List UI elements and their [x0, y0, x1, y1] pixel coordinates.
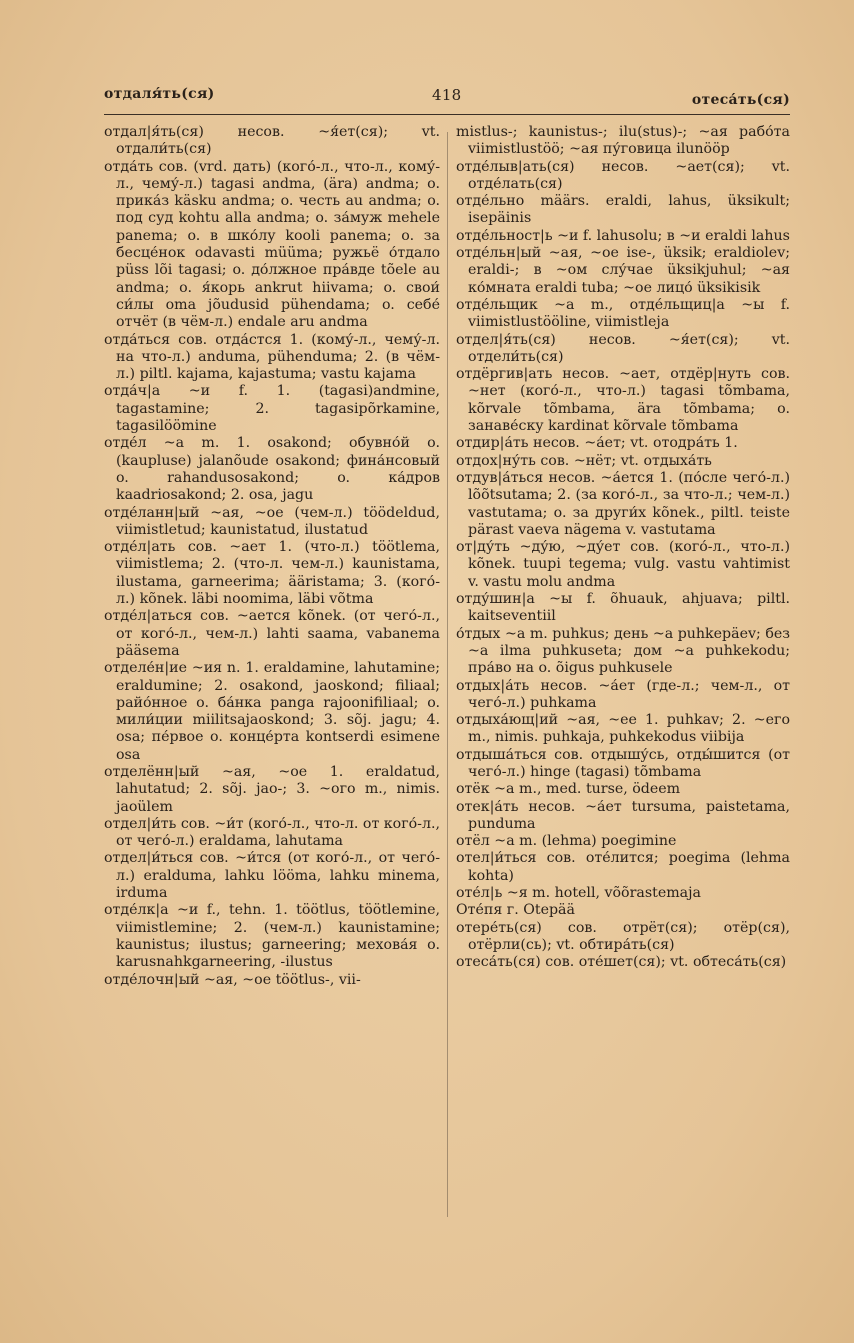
dictionary-entry: отере́ть(ся) сов. отрёт(ся); отёр(ся), отёрли(сь); vt. обтира́ть(ся) — [456, 919, 790, 953]
dictionary-entry: отде́льност|ь ~и f. lahusolu; в ~и eraldi lahus — [456, 227, 790, 244]
dictionary-entry: отде́льн|ый ~ая, ~ое ise-, üksik; eraldiolev; eraldi-; в ~ом слу́чае üksikjuhul; ~ая ко́мната eraldi tuba; ~ое лицо́ üksikisik — [456, 245, 790, 296]
left-guide-word: отдаля́ть(ся) — [104, 86, 215, 102]
dictionary-entry: о́тдых ~а m. puhkus; день ~а puhkepäev; без ~а ilma puhkuseta; дом ~а puhkekodu; пра́во на o. õigus puhkusele — [456, 625, 790, 677]
dictionary-entry: оте́л|ь ~я m. hotell, võõrastemaja — [456, 885, 701, 902]
dictionary-entry: отеса́ть(ся) сов. оте́шет(ся); vt. обтеса́ть(ся) — [456, 954, 787, 971]
header-rule — [104, 114, 790, 115]
dictionary-entry: отдых|а́ть несов. ~а́ет (где-л.; чем-л., от чего́-л.) puhkama — [456, 677, 790, 711]
dictionary-entry: отдёргив|ать несов. ~ает, отдёр|нуть сов. ~нет (кого́-л., что-л.) tagasi tõmbama, kõrvale tõmbama, ära tõmbama; o. занаве́ску kardinat kõrvale tõmbama — [456, 366, 790, 435]
dictionary-entry: отда́ть сов. (vrd. дать) (кого́-л., что-л., кому́-л., чему́-л.) tagasi andma, (ära) andma; o. прика́з käsku andma; o. честь au andma; o. под суд kohtu alla andma; o. за́муж mehele panema; o. в шко́лу kooli panema; o. за бесце́нок odavasti müüma; ружьё о́тдало püss lõi tagasi; o. до́лжное пра́вде tõele au andma; o. я́корь ankrut hiivama; o. свои́ си́лы oma jõudusid pühendama; o. себе́ отчёт (в чём-л.) endale aru andma — [104, 158, 440, 331]
dictionary-entry: отде́лк|а ~и f., tehn. 1. töötlus, töötlemine, viimistlemine; 2. (чем-л.) kaunistamine; kaunistus; ilustus; garneering; мехова́я o. karusnahkgarneering, -ilustus — [104, 902, 440, 971]
left-column — [104, 124, 440, 989]
dictionary-entry: отдир|а́ть несов. ~а́ет; vt. отодра́ть 1. — [456, 435, 738, 452]
dictionary-entry: отде́л|аться сов. ~ается kõnek. (от чего́-л., от кого́-л., чем-л.) lahti saama, vabanema pääsema — [104, 608, 440, 659]
dictionary-entry: отде́льщик ~а m., отде́льщиц|а ~ы f. viimistlustööline, viimistleja — [456, 296, 790, 331]
dictionary-entry: отделённ|ый ~ая, ~ое 1. eraldatud, lahutatud; 2. sõj. jao-; 3. ~ого m., nimis. jaoülem — [104, 763, 440, 815]
dictionary-entry: от|ду́ть ~ду́ю, ~ду́ет сов. (кого́-л., что-л.) kõnek. tuupi tegema; vulg. vastu vahtimist v. vastu molu andma — [456, 539, 790, 590]
dictionary-entry: mistlus-; kaunistus-; ilu(stus)-; ~ая рабо́та viimistlustöö; ~ая пу́говица ilunööp — [456, 124, 790, 158]
dictionary-entry: отде́лочн|ый ~ая, ~ое töötlus-, vii- — [104, 971, 361, 988]
dictionary-entry: отде́л|ать сов. ~ает 1. (что-л.) töötlema, viimistlema; 2. (что-л. чем-л.) kaunistama, ilustama, garneerima; ääristama; 3. (кого́-л.) kõnek. läbi noomima, läbi võtma — [104, 539, 440, 608]
dictionary-entry: отдел|и́ть сов. ~и́т (кого́-л., что-л. от кого́-л., от чего́-л.) eraldama, lahutama — [104, 815, 441, 850]
dictionary-entry: отде́ланн|ый ~ая, ~ое (чем-л.) töödeldud, viimistletud; kaunistatud, ilustatud — [104, 504, 440, 538]
dictionary-entry: отел|и́ться сов. оте́лится; poegima (lehma kohta) — [456, 850, 790, 884]
right-column — [456, 124, 790, 972]
dictionary-entry: отде́лыв|ать(ся) несов. ~ает(ся); vt. отде́лать(ся) — [456, 158, 790, 192]
dictionary-entry: отде́льно määrs. eraldi, lahus, üksikult; isepäinis — [456, 193, 790, 227]
dictionary-entry: отдыха́ющ|ий ~ая, ~ее 1. puhkav; 2. ~его m., nimis. puhkaja, puhkekodus viibija — [456, 712, 790, 746]
dictionary-entry: отдох|ну́ть сов. ~нёт; vt. отдыха́ть — [456, 452, 712, 469]
dictionary-entry: отда́ться сов. отда́стся 1. (кому́-л., чему́-л. на что-л.) anduma, pühenduma; 2. (в чём-л.) piltl. kajama, kajastuma; vastu kajama — [104, 331, 440, 383]
dictionary-entry: отделе́н|ие ~ия n. 1. eraldamine, lahutamine; eraldumine; 2. osakond, jaoskond; filiaal; райо́нное o. ба́нка panga rajoonifiliaal; o. мили́ции miilitsajaoskond; 3. sõj. jagu; 4. osa; пе́рвое o. конце́рта kontserdi esimene osa — [104, 660, 440, 763]
dictionary-entry: отдув|а́ться несов. ~а́ется 1. (по́сле чего́-л.) lõõtsutama; 2. (за кого́-л., за что-л.; чем-л.) vastutama; o. за други́х kõnek., piltl. teiste pärast vaeva nägema v. vastutama — [456, 469, 790, 538]
dictionary-entry: отдал|я́ть(ся) несов. ~я́ет(ся); vt. отдали́ть(ся) — [104, 124, 440, 158]
dictionary-entry: отду́шин|а ~ы f. õhuauk, ahjuava; piltl. kaitseventiil — [456, 591, 790, 625]
dictionary-entry: отде́л ~а m. 1. osakond; обувно́й o. (kaupluse) jalanõude osakond; фина́нсовый o. rahandusosakond; o. ка́дров kaadriosakond; 2. osa, jagu — [104, 435, 440, 504]
page-number: 418 — [432, 86, 462, 104]
dictionary-entry: Оте́пя г. Otepää — [456, 902, 575, 919]
dictionary-entry: отек|а́ть несов. ~а́ет tursuma, paistetama, punduma — [456, 798, 790, 832]
dictionary-entry: отёл ~а m. (lehma) poegimine — [456, 833, 677, 850]
dictionary-entry: отда́ч|а ~и f. 1. (tagasi)andmine, tagastamine; 2. tagasipõrkamine, tagasilöömine — [104, 383, 440, 435]
dictionary-entry: отдел|и́ться сов. ~и́тся (от кого́-л., от чего́-л.) eralduma, lahku lööma, lahku minema, irduma — [104, 850, 440, 902]
dictionary-entry: отдел|я́ть(ся) несов. ~я́ет(ся); vt. отдели́ть(ся) — [456, 331, 790, 365]
right-guide-word: отеса́ть(ся) — [691, 92, 790, 108]
column-divider — [447, 132, 448, 1217]
dictionary-entry: отёк ~а m., med. turse, ödeem — [456, 781, 681, 798]
dictionary-entry: отдыша́ться сов. отдышу́сь, отды́шится (от чего́-л.) hinge (tagasi) tõmbama — [456, 746, 790, 780]
